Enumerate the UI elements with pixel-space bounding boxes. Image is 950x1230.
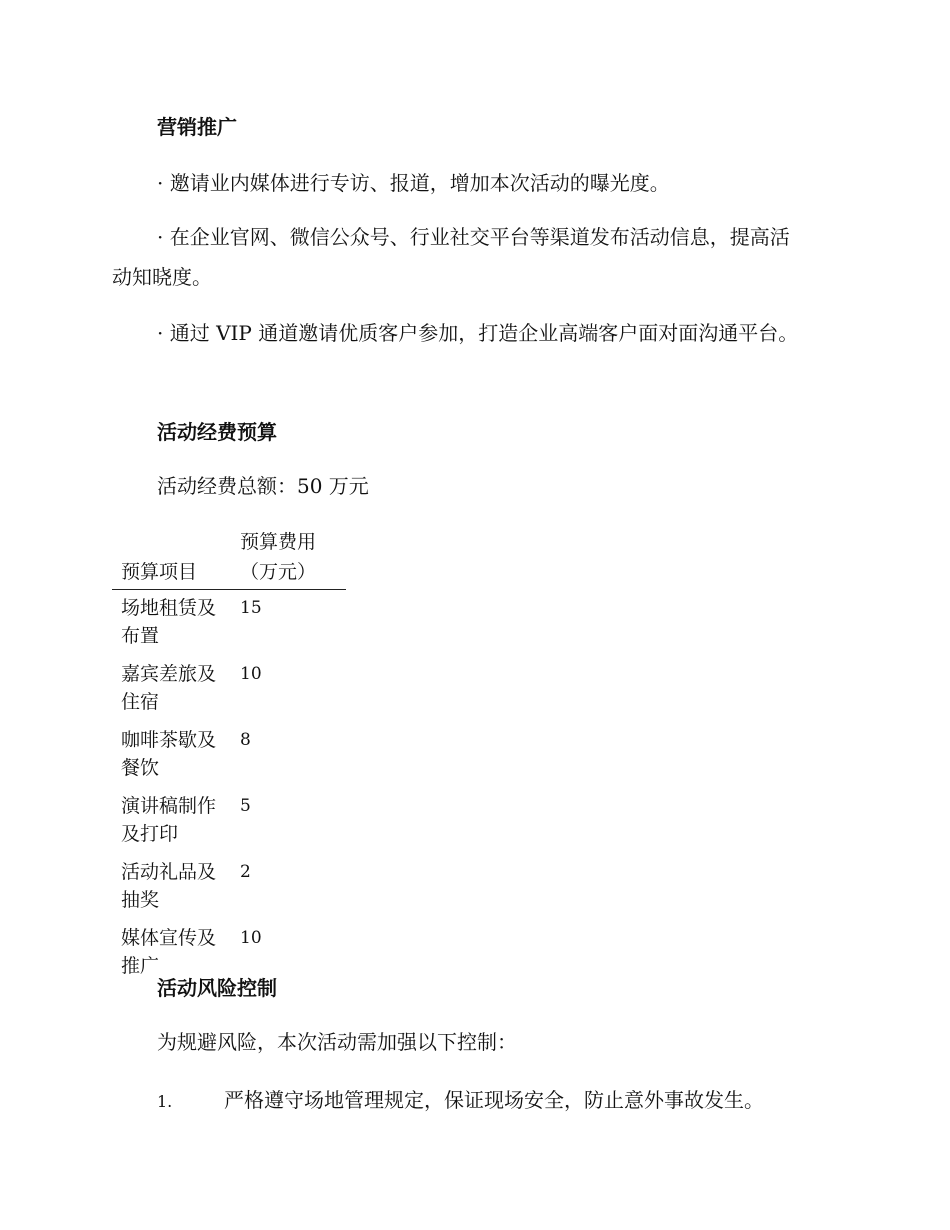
budget-item-name: 媒体宣传及推广 xyxy=(121,927,217,977)
budget-table-header-item: 预算项目 xyxy=(112,527,227,590)
budget-item-cost: 2 xyxy=(240,862,251,882)
budget-item-cost: 5 xyxy=(240,796,251,816)
marketing-bullet-3: · 通过 VIP 通道邀请优质客户参加，打造企业高端客户面对面沟通平台。 xyxy=(157,321,799,345)
budget-item-name: 咖啡茶歇及餐饮 xyxy=(121,729,217,779)
section-heading-risk: 活动风险控制 xyxy=(157,976,277,1000)
budget-item-name: 演讲稿制作及打印 xyxy=(121,795,217,845)
section-heading-marketing: 营销推广 xyxy=(157,115,237,139)
budget-item-cost: 10 xyxy=(240,664,262,684)
list-item xyxy=(157,1084,764,1118)
budget-item-cost: 8 xyxy=(240,730,251,750)
budget-item-cost: 10 xyxy=(240,928,262,948)
marketing-bullet-2: · 在企业官网、微信公众号、行业社交平台等渠道发布活动信息，提高活动知晓度。 xyxy=(112,225,790,289)
table-row xyxy=(112,854,346,920)
budget-item-name: 嘉宾差旅及住宿 xyxy=(121,663,217,713)
list-item-text: 严格遵守场地管理规定，保证现场安全，防止意外事故发生。 xyxy=(224,1088,764,1112)
table-row xyxy=(112,722,346,788)
budget-total: 活动经费总额：50 万元 xyxy=(157,474,369,498)
budget-item-name: 活动礼品及抽奖 xyxy=(121,861,217,911)
risk-intro: 为规避风险，本次活动需加强以下控制： xyxy=(157,1030,517,1054)
section-heading-budget: 活动经费预算 xyxy=(157,420,277,444)
table-row xyxy=(112,656,346,722)
budget-table-header-row xyxy=(112,527,346,590)
marketing-bullet-1: · 邀请业内媒体进行专访、报道，增加本次活动的曝光度。 xyxy=(157,171,670,195)
budget-table xyxy=(112,527,346,986)
budget-item-name: 场地租赁及布置 xyxy=(121,597,217,647)
table-row xyxy=(112,788,346,854)
list-item-number: 1. xyxy=(157,1092,173,1111)
budget-table-header-cost: 预算费用（万元） xyxy=(227,527,346,590)
budget-item-cost: 15 xyxy=(240,598,262,618)
table-row xyxy=(112,590,346,657)
